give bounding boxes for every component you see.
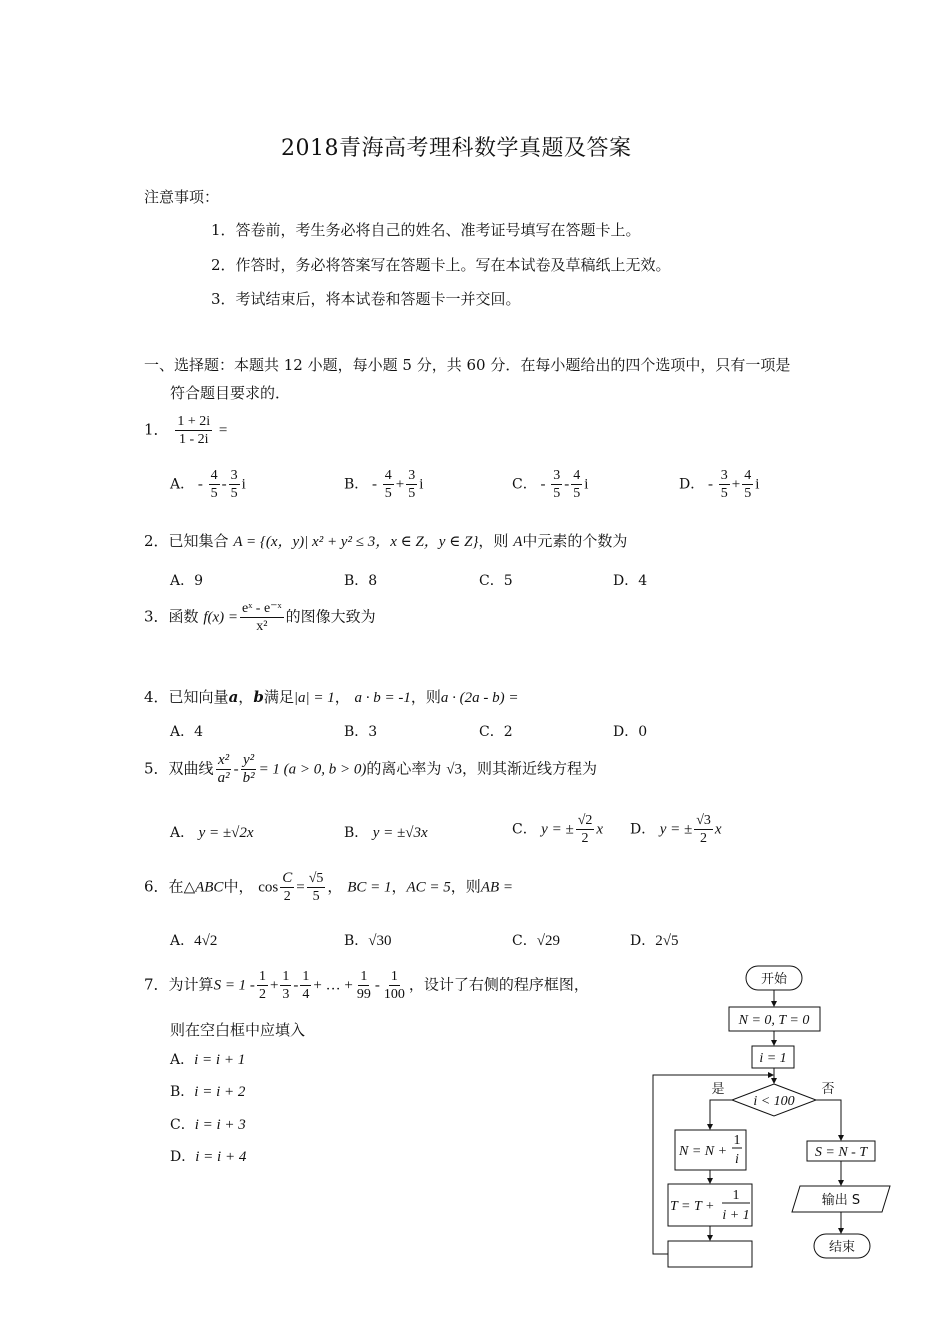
q7-line2: 则在空白框中应填入 [170, 1021, 306, 1039]
question-7: 7．为计算S = 1 - $\frac{1}{2}$ + $\frac{1}{3}$ - $\frac{1}{4}$ + … + $\frac{1}{99}$ - $\frac{1}{100}$ ，设计了右侧的程序框图， [144, 969, 589, 1002]
q1-option-c: C． - $\frac{3}{5}$ - $\frac{4}{5}$ i [512, 468, 589, 501]
notice-heading: 注意事项： [144, 188, 220, 206]
assign-s-label: S = N - T [814, 1145, 868, 1160]
q2-option-a: A．9 [170, 573, 204, 589]
question-1: 1． $\frac{1 + 2i}{1 - 2i}$ = [144, 414, 228, 447]
section-heading-cont: 符合题目要求的． [170, 384, 291, 402]
q6-option-b: B．√30 [344, 933, 392, 949]
init-label: N = 0, T = 0 [738, 1013, 810, 1028]
q5-option-d: D． y = ± $\frac{√3}{2}$ x [630, 813, 722, 846]
q7-option-d: D．i = i + 4 [170, 1149, 247, 1165]
question-4: 4．已知向量a，b满足|a| = 1， a · b = -1，则a · (2a - b) = [144, 688, 519, 706]
q5-option-b: B． y = ±√3x [344, 825, 428, 841]
step-t-label: T = T + [670, 1199, 715, 1214]
q2-option-d: D．4 [613, 573, 648, 589]
svg-text:1: 1 [733, 1133, 741, 1148]
program-flowchart [640, 960, 910, 1270]
q4-option-d: D．0 [613, 724, 648, 740]
q6-option-d: D．2√5 [630, 933, 679, 949]
q2-option-b: B．8 [344, 573, 378, 589]
q1-option-a: A． - $\frac{4}{5}$ - $\frac{3}{5}$ i [170, 468, 246, 501]
notice-item: 1．答卷前，考生务必将自己的姓名、准考证号填写在答题卡上。 [211, 221, 641, 239]
q7-option-b: B．i = i + 2 [170, 1084, 246, 1100]
q2-option-c: C．5 [479, 573, 513, 589]
question-3: 3．函数 f(x) = $\frac{\text{eˣ - e⁻ˣ}}{\text{x²}}$ 的图像大致为 [144, 601, 376, 634]
q5-option-c: C． y = ± $\frac{√2}{2}$ x [512, 813, 604, 846]
start-label: 开始 [760, 972, 788, 987]
svg-text:i + 1: i + 1 [722, 1208, 750, 1223]
svg-text:1: 1 [732, 1188, 740, 1203]
q4-option-c: C．2 [479, 724, 513, 740]
q1-option-b: B． - $\frac{4}{5}$ + $\frac{3}{5}$ i [344, 468, 424, 501]
init-i-label: i = 1 [759, 1051, 787, 1066]
svg-text:i: i [735, 1152, 739, 1167]
fraction: $\frac{1 + 2i}{1 - 2i}$ [177, 414, 211, 447]
no-label: 否 [821, 1082, 835, 1097]
q7-option-a: A．i = i + 1 [170, 1052, 246, 1068]
question-5: 5．双曲线 $\frac{\text{x²}}{\text{a²}}$ - $\frac{\text{y²}}{\text{b²}}$ = 1 (a > 0, b > 0)的离心率为 √3，则其渐近线方程为 [144, 752, 597, 786]
question-2: 2．已知集合 A = {(x，y)| x² + y² ≤ 3，x ∈ Z，y ∈ Z}，则 A中元素的个数为 [144, 532, 628, 550]
end-label: 结束 [828, 1240, 856, 1255]
notice-item: 3．考试结束后，将本试卷和答题卡一并交回。 [211, 290, 521, 308]
yes-label: 是 [711, 1082, 725, 1097]
blank-box [668, 1241, 752, 1267]
q4-option-b: B．3 [344, 724, 378, 740]
q1-option-d: D． - $\frac{3}{5}$ + $\frac{4}{5}$ i [679, 468, 760, 501]
q4-option-a: A．4 [170, 724, 204, 740]
q7-option-c: C．i = i + 3 [170, 1117, 246, 1133]
section-heading: 一、选择题：本题共 12 小题，每小题 5 分，共 60 分．在每小题给出的四个选项中，只有一项是 [144, 356, 791, 374]
step-n-label: N = N + [679, 1144, 728, 1159]
q5-option-a: A． y = ±√2x [170, 825, 254, 841]
question-number: 1． [144, 420, 169, 439]
set-expression: A = {(x，y)| x² + y² ≤ 3，x ∈ Z，y ∈ Z} [233, 534, 479, 550]
question-6: 6．在△ABC中， cos $\frac{C}{2}$ = $\frac{√5}{5}$ ， BC = 1，AC = 5，则AB = [144, 870, 514, 904]
q6-option-c: C．√29 [512, 933, 560, 949]
notice-item: 2．作答时，务必将答案写在答题卡上。写在本试卷及草稿纸上无效。 [211, 256, 671, 274]
condition-label: i < 100 [753, 1094, 795, 1109]
page-title: 2018青海高考理科数学真题及答案 [281, 136, 632, 161]
q6-option-a: A．4√2 [170, 933, 218, 949]
output-label: 输出 S [821, 1193, 861, 1208]
